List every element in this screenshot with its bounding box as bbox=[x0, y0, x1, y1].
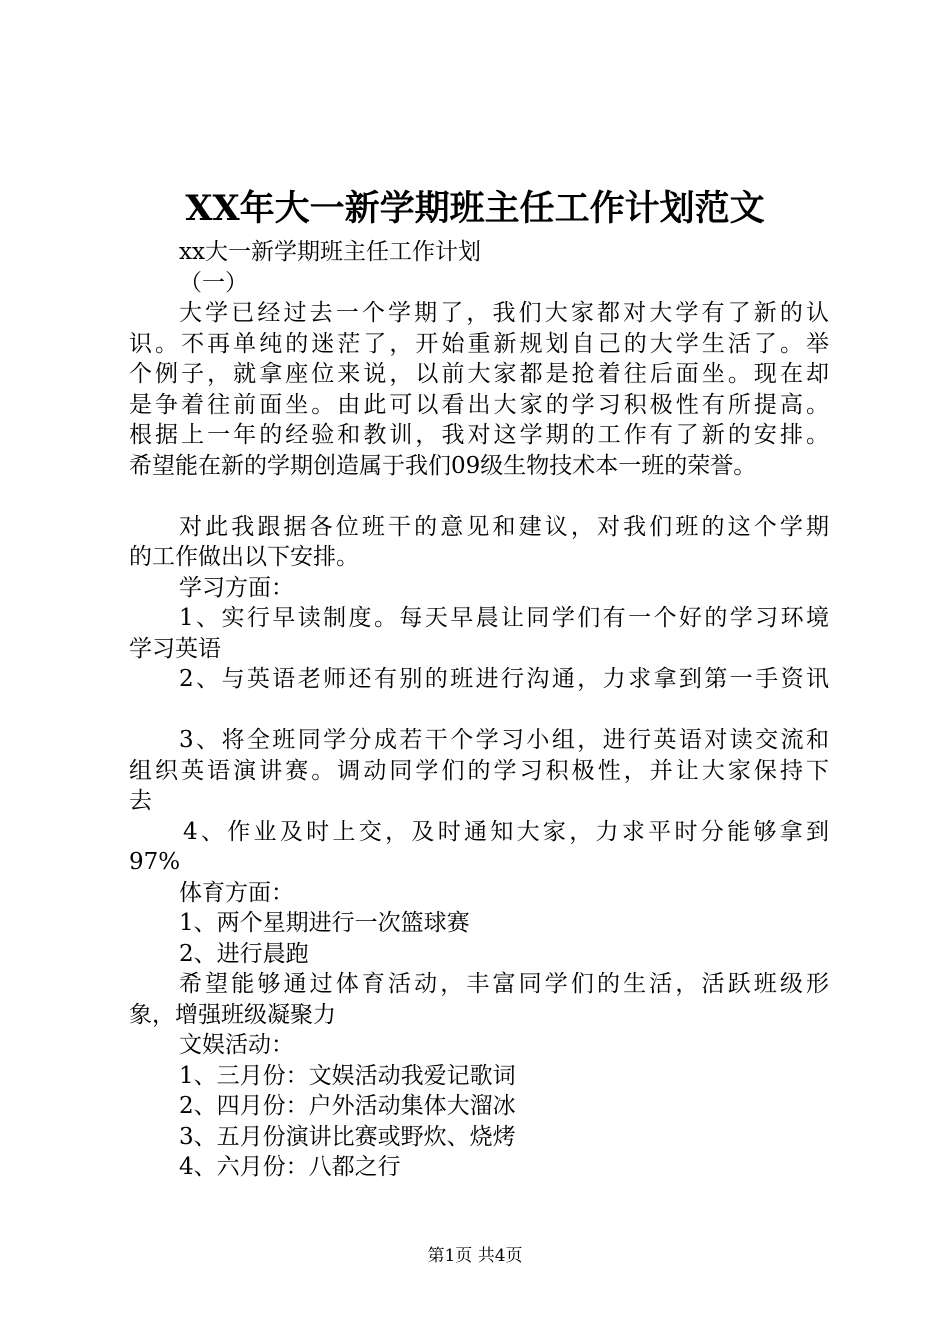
list-item-continuation: 组织英语演讲赛。调动同学们的学习积极性，并让大家保持下 bbox=[129, 757, 829, 784]
list-item: 1、两个星期进行一次篮球赛 bbox=[179, 910, 470, 936]
list-item: 3、将全班同学分成若干个学习小组，进行英语对读交流和 bbox=[179, 727, 829, 753]
section-heading: 学习方面： bbox=[179, 574, 294, 601]
paragraph-line: 大学已经过去一个学期了，我们大家都对大学有了新的认 bbox=[179, 300, 829, 326]
blank-line bbox=[129, 481, 829, 512]
list-item: 2、与英语老师还有别的班进行沟通，力求拿到第一手资讯 bbox=[179, 666, 829, 692]
blank-line bbox=[129, 695, 829, 726]
paragraph-line: 的工作做出以下安排。 bbox=[129, 544, 359, 570]
list-item: 4、六月份：八都之行 bbox=[179, 1154, 401, 1180]
paragraph-line: 对此我跟据各位班干的意见和建议，对我们班的这个学期 bbox=[179, 513, 829, 540]
list-item: 2、四月份：户外活动集体大溜冰 bbox=[179, 1093, 516, 1119]
paragraph-line: 识。不再单纯的迷茫了，开始重新规划自己的大学生活了。举 bbox=[129, 330, 829, 357]
paragraph-line: 个例子，就拿座位来说，以前大家都是抢着往后面坐。现在却 bbox=[129, 361, 829, 387]
list-item: 1、三月份：文娱活动我爱记歌词 bbox=[179, 1062, 516, 1089]
paragraph-line: 希望能在新的学期创造属于我们09级生物技术本一班的荣誉。 bbox=[129, 452, 757, 479]
document-body bbox=[129, 237, 829, 1183]
paragraph-line: 象，增强班级凝聚力 bbox=[129, 1001, 336, 1028]
section-heading: 文娱活动： bbox=[179, 1032, 294, 1058]
list-item: 1、实行早读制度。每天早晨让同学们有一个好的学习环境 bbox=[179, 605, 829, 631]
paragraph-line: 希望能够通过体育活动，丰富同学们的生活，活跃班级形 bbox=[179, 971, 829, 997]
section-heading: 体育方面： bbox=[179, 879, 294, 906]
document-title: XX年大一新学期班主任工作计划范文 bbox=[185, 188, 765, 229]
list-item-continuation: 97% bbox=[129, 849, 181, 875]
section-number: （一） bbox=[179, 269, 248, 296]
paragraph-line: 是争着往前面坐。由此可以看出大家的学习积极性有所提高。 bbox=[129, 391, 829, 418]
list-item: 4、作业及时上交，及时通知大家，力求平时分能够拿到 bbox=[183, 818, 829, 845]
subtitle-line: xx大一新学期班主任工作计划 bbox=[179, 239, 481, 265]
list-item-continuation: 去 bbox=[129, 788, 152, 814]
list-item-continuation: 学习英语 bbox=[129, 635, 221, 662]
list-item: 3、五月份演讲比赛或野炊、烧烤 bbox=[179, 1123, 516, 1150]
list-item: 2、进行晨跑 bbox=[179, 940, 309, 967]
paragraph-line: 根据上一年的经验和教训，我对这学期的工作有了新的安排。 bbox=[129, 422, 829, 448]
page-footer: 第1页 共4页 bbox=[427, 1246, 523, 1266]
